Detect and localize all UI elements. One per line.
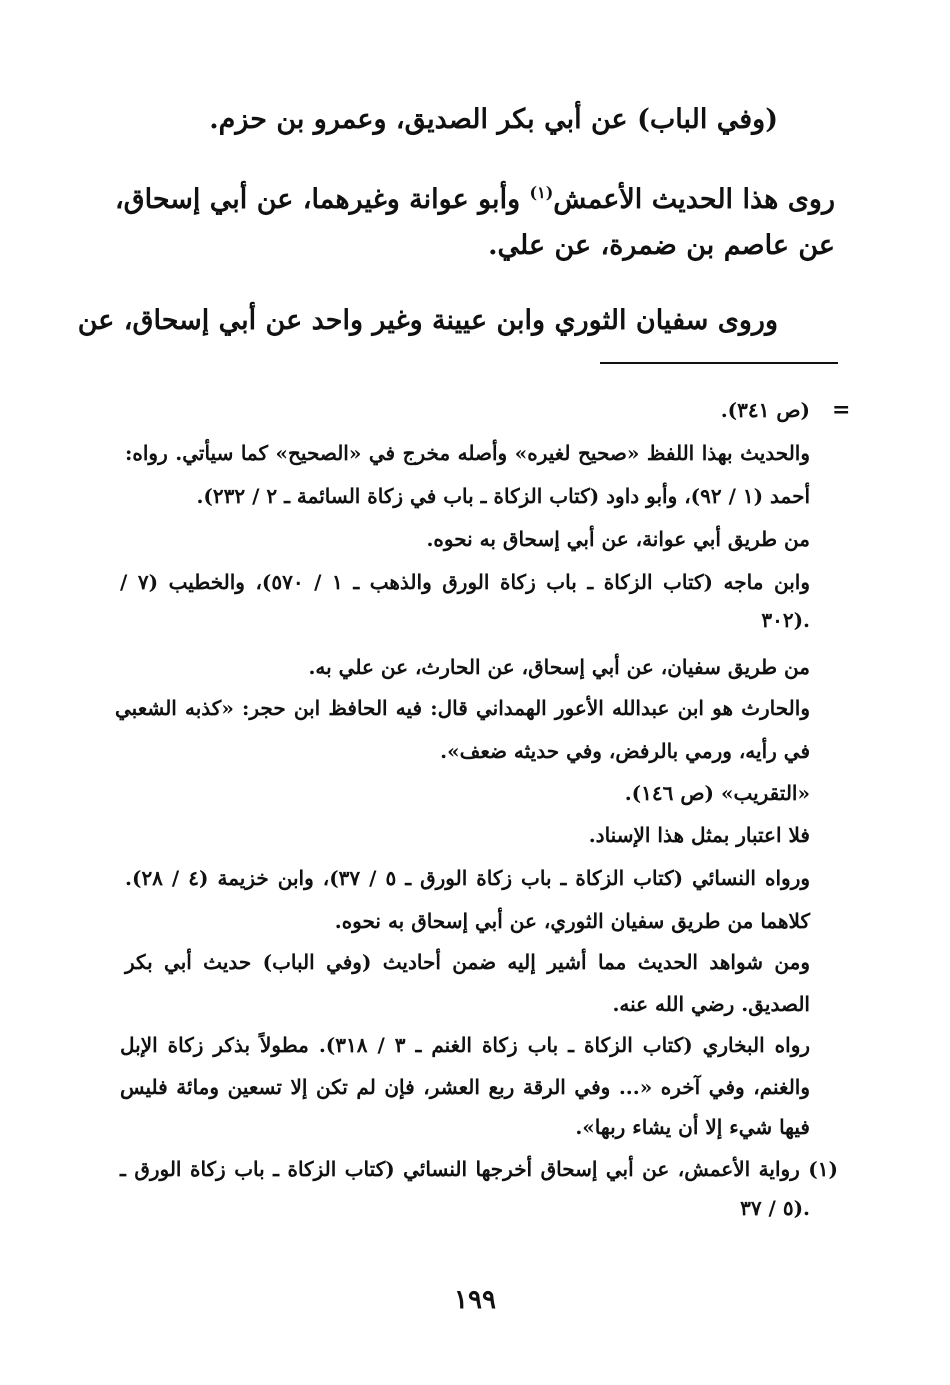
main-line-2-start: روى هذا الحديث الأعمش — [553, 184, 835, 215]
footnote-1-continued: ٥ / ٣٧). — [740, 1196, 810, 1220]
main-line-1: (وفي الباب) عن أبي بكر الصديق، وعمرو بن حزم. — [209, 104, 778, 135]
footnote-separator — [600, 362, 838, 364]
note-line: والحارث هو ابن عبدالله الأعور الهمداني قال: فيه الحافظ ابن حجر: «كذبه الشعبي — [115, 696, 810, 720]
note-line: فيها شيء إلا أن يشاء ربها». — [575, 1115, 810, 1139]
note-line: من طريق سفيان، عن أبي إسحاق، عن الحارث، عن علي به. — [308, 655, 810, 679]
note-line: ورواه النسائي (كتاب الزكاة ـ باب زكاة الورق ـ ٥ / ٣٧)، وابن خزيمة (٤ / ٢٨). — [125, 866, 811, 890]
main-line-4: وروى سفيان الثوري وابن عيينة وغير واحد عن أبي إسحاق، عن — [77, 305, 778, 336]
note-line: أحمد (١ / ٩٢)، وأبو داود (كتاب الزكاة ـ باب في زكاة السائمة ـ ٢ / ٢٣٢). — [196, 484, 810, 508]
note-line: ومن شواهد الحديث مما أشير إليه ضمن أحاديث (وفي الباب) حديث أبي بكر — [125, 950, 810, 974]
note-line: فلا اعتبار بمثل هذا الإسناد. — [588, 823, 810, 847]
main-line-2-end: وأبو عوانة وغيرهما، عن أبي إسحاق، — [114, 184, 530, 215]
note-line: ٣٠٢). — [761, 608, 810, 632]
note-line: رواه البخاري (كتاب الزكاة ـ باب زكاة الغنم ـ ٣ / ٣١٨). مطولاً بذكر زكاة الإبل — [120, 1033, 811, 1057]
main-line-3: عن عاصم بن ضمرة، عن علي. — [488, 230, 835, 261]
page-number: ١٩٩ — [454, 1285, 496, 1315]
note-line: (ص ٣٤١). — [720, 398, 810, 422]
main-line-2 — [115, 183, 835, 215]
note-line: في رأيه، ورمي بالرفض، وفي حديثه ضعف». — [440, 739, 810, 763]
note-line: والحديث بهذا اللفظ «صحيح لغيره» وأصله مخرج في «الصحيح» كما سيأتي. رواه: — [125, 441, 810, 465]
footnote-reference: (١) — [529, 183, 554, 202]
note-line: وابن ماجه (كتاب الزكاة ـ باب زكاة الورق والذهب ـ ١ / ٥٧٠)، والخطيب (٧ / — [120, 570, 810, 594]
note-line: كلاهما من طريق سفيان الثوري، عن أبي إسحاق به نحوه. — [334, 909, 810, 933]
continuation-mark: = — [832, 397, 851, 423]
note-line: «التقريب» (ص ١٤٦). — [624, 781, 810, 805]
note-line: والغنم، وفي آخره «... وفي الرقة ربع العشر، فإن لم تكن إلا تسعين ومائة فليس — [120, 1075, 810, 1099]
footnote-1: (١) رواية الأعمش، عن أبي إسحاق أخرجها النسائي (كتاب الزكاة ـ باب زكاة الورق ـ — [120, 1157, 838, 1181]
note-line: الصديق. رضي الله عنه. — [612, 992, 810, 1016]
note-line: من طريق أبي عوانة، عن أبي إسحاق به نحوه. — [426, 527, 810, 551]
